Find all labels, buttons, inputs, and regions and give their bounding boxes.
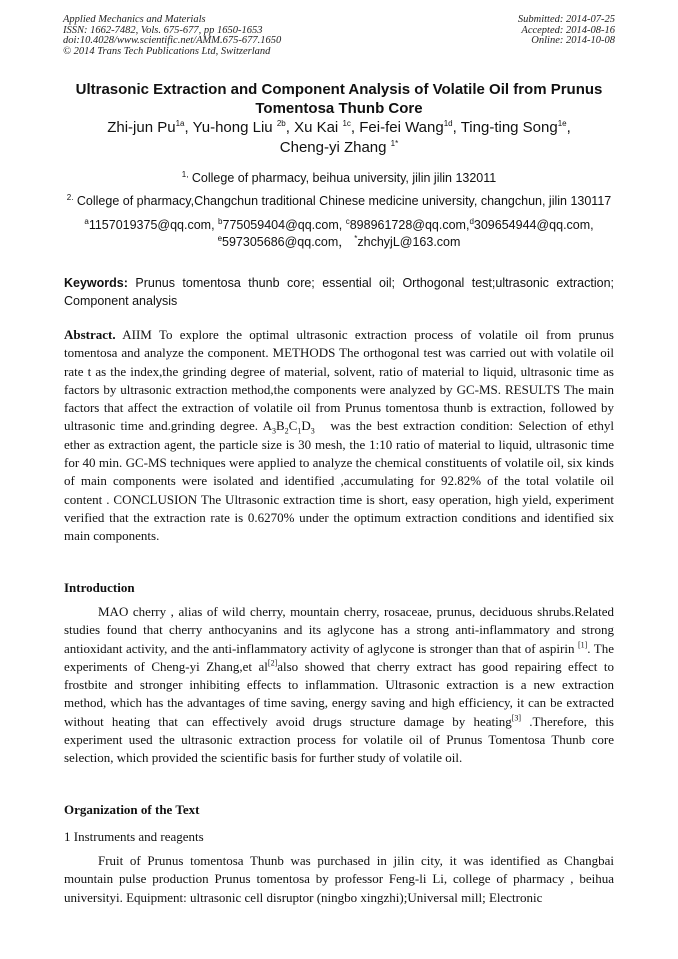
keywords-label: Keywords:: [64, 276, 128, 290]
journal-issn: ISSN: 1662-7482, Vols. 675-677, pp 1650-1653: [63, 24, 263, 36]
online-date: Online: 2014-10-08: [531, 35, 615, 46]
citation[interactable]: [2]: [267, 658, 278, 668]
email-e: 597305686@qq.com，: [222, 235, 351, 249]
author: Xu Kai $^{1c}$,: [294, 119, 360, 136]
author-emails: $^a$1157019375@qq.com, $^b$775059404@qq.com, $^c$898961728@qq.com,$^d$309654944@qq.com, $^e$597305686@qq.com， *zhchyjL@163.com: [84, 216, 594, 249]
instruments-subheading: 1 Instruments and reagents: [64, 829, 204, 844]
journal-header-left: [63, 15, 281, 57]
submitted-date: Submitted: 2014-07-25: [517, 14, 615, 25]
author: Fei-fei Wang$^{1d}$,: [359, 119, 461, 136]
organization-heading: Organization of the Text: [64, 802, 200, 817]
citation[interactable]: [3]: [511, 713, 522, 723]
author-list: [60, 118, 618, 157]
email-c: 898961728@qq.com,: [349, 218, 470, 232]
author: Ting-ting Song$^{1e}$,: [460, 119, 571, 136]
journal-header-right: [518, 15, 615, 47]
email-d: 309654944@qq.com,: [473, 218, 594, 232]
author: Cheng-yi Zhang $^{1*}$: [279, 138, 399, 156]
citation[interactable]: [1]: [577, 640, 588, 650]
introduction-heading: Introduction: [64, 580, 135, 595]
journal-doi: doi:10.4028/www.scientific.net/AMM.675-677.1650: [63, 35, 282, 46]
abstract: Abstract. AIIM To explore the optimal ultrasonic extraction process of volatile oil from prunus tomentosa and analyze the component. METHODS The orthogonal test was carried out with volatile oil rate t as the index,the grinding degree of material, solvent, ratio of material to liquid, ultrasonic time as factors by ultrasonic extraction method,the components were analyzed by GC-MS. RESULTS The main factors that affect the extraction of volatile oil from Prunus tomentosa thunb is extraction, followed by ultrasonic time and.grinding degree. $A_3B_2C_1D_3$ was the best extraction condition: Selection of ethyl ether as extraction agent, the particle size is 30 mesh, the 1:10 ratio of material to liquid, ultrasonic time for 40 min. GC-MS techniques were applied to analyze the chemical constituents of volatile oil, six kinds of main components were isolated and identified ,accumulating for 92.82% of the total volatile oil content . CONCLUSION The Ultrasonic extraction time is short, easy operation, high yield, experiment verified that the extraction rate is 0.6270% under the optimum extraction conditions and identified six main components.: [64, 327, 615, 544]
abstract-label: Abstract.: [64, 327, 116, 342]
journal-name: Applied Mechanics and Materials: [63, 14, 206, 25]
email-b: 775059404@qq.com,: [222, 218, 343, 232]
affiliation-2: $^{2.}$ College of pharmacy,Changchun traditional Chinese medicine university, changchun, jilin 130117: [66, 192, 612, 208]
email-corresponding: zhchyjL@163.com: [357, 235, 461, 249]
author: Zhi-jun $Pu^{1a}$,: [107, 119, 193, 136]
author: Yu-hong Liu $^{2b}$,: [192, 119, 295, 136]
affiliation-1: $^{1,}$ College of pharmacy, beihua university, jilin jilin 132011: [181, 169, 497, 185]
keywords-text: Prunus tomentosa thunb core; essential oil; Orthogonal test;ultrasonic extraction; Component analysis: [64, 276, 614, 308]
accepted-date: Accepted: 2014-08-16: [521, 24, 615, 36]
introduction-paragraph: MAO cherry , alias of wild cherry, mountain cherry, rosaceae, prunus, deciduous shrubs.Related studies found that cherry anthocyanins and its aglycone has a strong anti-inflammatory and strong antioxidant activity, and the anti-inflammatory activity of aglycone is stronger than that of aspirin [1]. The experiments of Cheng-yi Zhang,et al[2]also showed that cherry extract has good repairing effect to frostbite and stronger inhibiting effects to inflammation. Ultrasonic extraction is a new extraction method, which has the advantages of time saving, energy saving and high efficiency, it can be extracted without heating that can effectively avoid drugs structure damage by heating[3] .Therefore, this experiment used the ultrasonic extraction process for volatile oil of Prunus Tomentosa Thunb core selection, which provided the scientific basis for further study of volatile oil.: [64, 604, 614, 766]
instruments-paragraph: Fruit of Prunus tomentosa Thunb was purchased in jilin city, it was identified as Changbai mountain pulse production Prunus tomentosa by professor Feng-li Li, college of pharmacy , beihua universityi. Equipment: ultrasonic cell disruptor (ningbo xingzhi);Universal mill; Electronic: [64, 853, 614, 905]
optimal-formula: $A_3B_2C_1D_3$: [262, 418, 315, 437]
paper-title: Ultrasonic Extraction and Component Analysis of Volatile Oil from Prunus Tomentosa Thunb Core: [75, 81, 603, 117]
journal-copyright: © 2014 Trans Tech Publications Ltd, Switzerland: [63, 45, 271, 57]
email-a: 1157019375@qq.com,: [88, 218, 215, 232]
keywords: [64, 274, 614, 310]
